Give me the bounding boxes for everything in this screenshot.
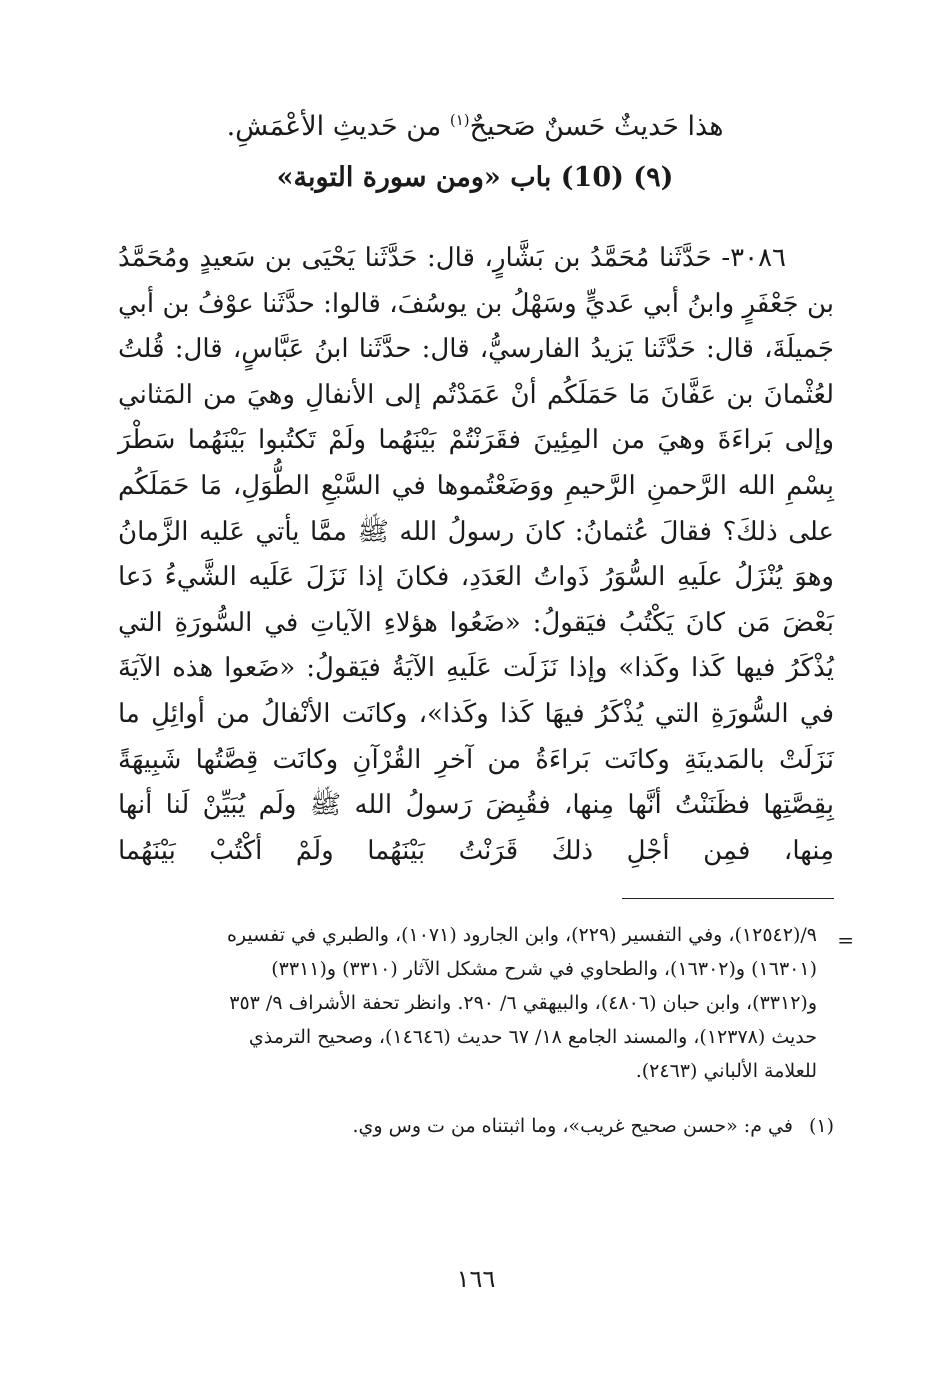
footnote-line: (١٦٣٠١) و(١٦٣٠٢)، والطحاوي في شرح مشكل الآثار (٣٣١٠) و(٣٣١١) xyxy=(271,958,817,980)
chapter-heading: (٩) (10) باب «ومن سورة التوبة» xyxy=(276,162,674,193)
footnote-separator xyxy=(622,898,834,899)
footnote-line: ٩/(١٢٥٤٢)، وفي التفسير (٢٢٩)، وابن الجارود (١٠٧١)، والطبري في تفسيره xyxy=(226,924,817,946)
page-number: ١٦٦ xyxy=(456,1265,496,1293)
hadith-number: ٣٠٨٦- xyxy=(721,243,786,273)
footnote-1 xyxy=(118,1110,834,1142)
footnote-line: و(٣٣١٢)، وابن حبان (٤٨٠٦)، والبيهقي ٦/ ٢٩٠. وانظر تحفة الأشراف ٩/ ٣٥٣ xyxy=(229,992,817,1014)
footnote-1-number: (١) xyxy=(808,1115,834,1137)
footnote-continuation xyxy=(117,918,817,1088)
footnote-line: للعلامة الألباني (٢٤٦٣). xyxy=(635,1060,817,1082)
intro-text-end: من حَديثِ الأعْمَشِ. xyxy=(226,111,450,142)
footnote-line: حديث (١٢٣٧٨)، والمسند الجامع ١٨/ ٦٧ حديث (١٤٦٤٦)، وصحيح الترمذي xyxy=(248,1026,817,1048)
footnote-marker: (١) xyxy=(449,111,470,129)
footnote-1-text: في م: «حسن صحيح غريب»، وما اثبتناه من ت وس وي. xyxy=(352,1115,793,1137)
hadith-text: حَدَّثَنا مُحَمَّدُ بن بَشَّارٍ، قال: حَدَّثَنا يَحْيَى بن سَعيدٍ ومُحَمَّدُ بن جَعْفَرٍ وابنُ أبي عَديٍّ وسَهْلُ بن يوسُفَ، قالوا: حدَّثَنا عوْفُ بن أبي جَميلَةَ، قال: حَدَّثَنا يَزيدُ الفارسيُّ، قال: حدَّثَنا ابنُ عَبَّاسٍ، قال: قُلتُ لعُثْمانَ بن عَفَّانَ مَا حَمَلَكُم أنْ عَمَدْتُم إلى الأنفالِ وهيَ من المَثاني وإلى بَراءَةَ وهيَ من المِئِينَ فقَرَنْتُمْ بَيْنَهُما ولَمْ تَكتُبوا بَيْنَهُما سَطْرَ بِسْمِ الله الرَّحمنِ الرَّحيمِ ووَضَعْتُموها في السَّبْعِ الطُّوَلِ، مَا حَمَلَكُم على ذلكَ؟ فقالَ عُثمانُ: كانَ رسولُ الله ﷺ ممَّا يأتي عَليه الزَّمانُ وهوَ يُنْزَلُ علَيهِ السُّوَرُ ذَواتُ العَدَدِ، فكانَ إذا نَزَلَ عَلَيه الشَّيءُ دَعا بَعْضَ مَن كانَ يَكْتُبُ فيَقولُ: «ضَعُوا هؤلاءِ الآياتِ في السُّورَةِ التي يُذْكَرُ فيها كَذا وكَذا» وإذا نَزَلَت عَلَيهِ الآيَةُ فيَقولُ: «ضَعوا هذه الآيَةَ في السُّورَةِ التي يُذْكَرُ فيهَا كَذا وكَذا»، وكانَت الأنْفالُ من أوائِلِ ما نَزَلَتْ بالمَدينَةِ وكانَت بَراءَةُ من آخرِ القُرْآنِ وكانَت قِصَّتُها شَبِيهَةً بِقِصَّتِها فظَنَنْتُ أنَّها مِنها، فقُبِضَ رَسولُ الله ﷺ ولَم يُبَيِّنْ لَنا أنها مِنها، فمِن أجْلِ ذلكَ قَرَنْتُ بَيْنَهُما ولَمْ أكْتُبْ بَيْنَهُما xyxy=(118,243,834,866)
hadith-body xyxy=(118,236,834,874)
intro-line xyxy=(120,100,830,147)
intro-text: هذا حَديثٌ حَسنٌ صَحيحٌ xyxy=(469,111,724,142)
continuation-mark: = xyxy=(837,928,854,952)
